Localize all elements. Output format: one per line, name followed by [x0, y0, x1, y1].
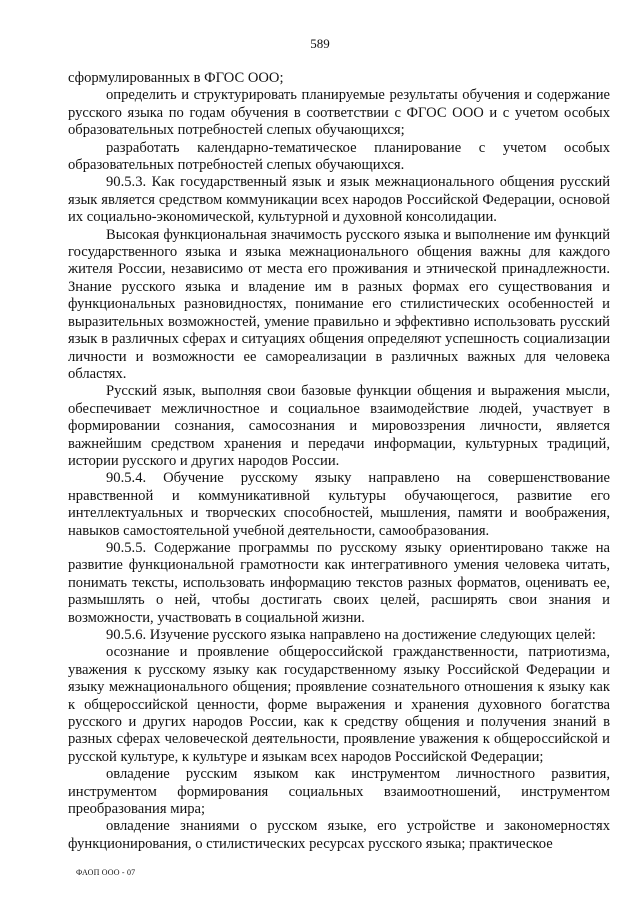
- paragraph: сформулированных в ФГОС ООО;: [68, 70, 284, 86]
- paragraph: 90.5.5. Содержание программы по русскому языку ориентировано также на развитие функциональной грамотности как интегративного умения человека читать, понимать тексты, использовать информацию текстов разных форматов, оценивать ее, размышлять о ней, чтобы достигать своих целей, расширять свои знания и возможности, участвовать в социальной жизни.: [68, 539, 610, 626]
- paragraph: 90.5.4. Обучение русскому языку направлено на совершенствование нравственной и коммуникативной культуры обучающегося, развитие его интеллектуальных и творческих способностей, мышления, памяти и воображения, навыков самостоятельной учебной деятельности, самообразования.: [68, 470, 610, 539]
- paragraph: Русский язык, выполняя свои базовые функции общения и выражения мысли, обеспечивает межличностное и социальное взаимодействие людей, участвует в формировании сознания, самосознания и мировоззрения личности, является важнейшим средством хранения и передачи информации, культурных традиций, истории русского и других народов России.: [68, 383, 610, 469]
- page-number: 589: [310, 36, 330, 51]
- footer-doc-code: ФАОП ООО - 07: [76, 868, 136, 877]
- paragraph: 90.5.6. Изучение русского языка направлено на достижение следующих целей:: [106, 627, 596, 643]
- document-body: [68, 70, 610, 853]
- paragraph: овладение знаниями о русском языке, его устройстве и закономерностях функционирования, о стилистических ресурсах русского языка; практическое: [68, 818, 610, 852]
- paragraph: 90.5.3. Как государственный язык и язык межнационального общения русский язык является средством коммуникации всех народов Российской Федерации, основой их социально-экономической, культурной и духовной консолидации.: [68, 174, 610, 226]
- paragraph: Высокая функциональная значимость русского языка и выполнение им функций государственного языка и языка межнационального общения важны для каждого жителя России, независимо от места его проживания и этнической принадлежности. Знание русского языка и владение им в разных формах его существования и функциональных разновидностях, понимание его стилистических особенностей и выразительных возможностей, умение правильно и эффективно использовать русский язык в различных сферах и ситуациях общения определяют успешность социализации личности и возможности ее самореализации в различных важных для человека областях.: [68, 226, 610, 382]
- paragraph: овладение русским языком как инструментом личностного развития, инструментом формирования социальных взаимоотношений, инструментом преобразования мира;: [68, 766, 610, 818]
- paragraph: определить и структурировать планируемые результаты обучения и содержание русского языка по годам обучения в соответствии с ФГОС ООО и с учетом особых образовательных потребностей слепых обучающихся;: [68, 87, 610, 139]
- paragraph: разработать календарно-тематическое планирование с учетом особых образовательных потребностей слепых обучающихся.: [68, 139, 610, 174]
- paragraph: осознание и проявление общероссийской гражданственности, патриотизма, уважения к русскому языку как государственному языку Российской Федерации и языку межнационального общения; проявление сознательного отношения к языку как к общероссийской ценности, форме выражения и хранения духовного богатства русского и других народов России, как к средству общения и получения знаний в разных сферах человеческой деятельности, проявление уважения к общероссийской и русской культуре, к культуре и языкам всех народов Российской Федерации;: [68, 644, 610, 765]
